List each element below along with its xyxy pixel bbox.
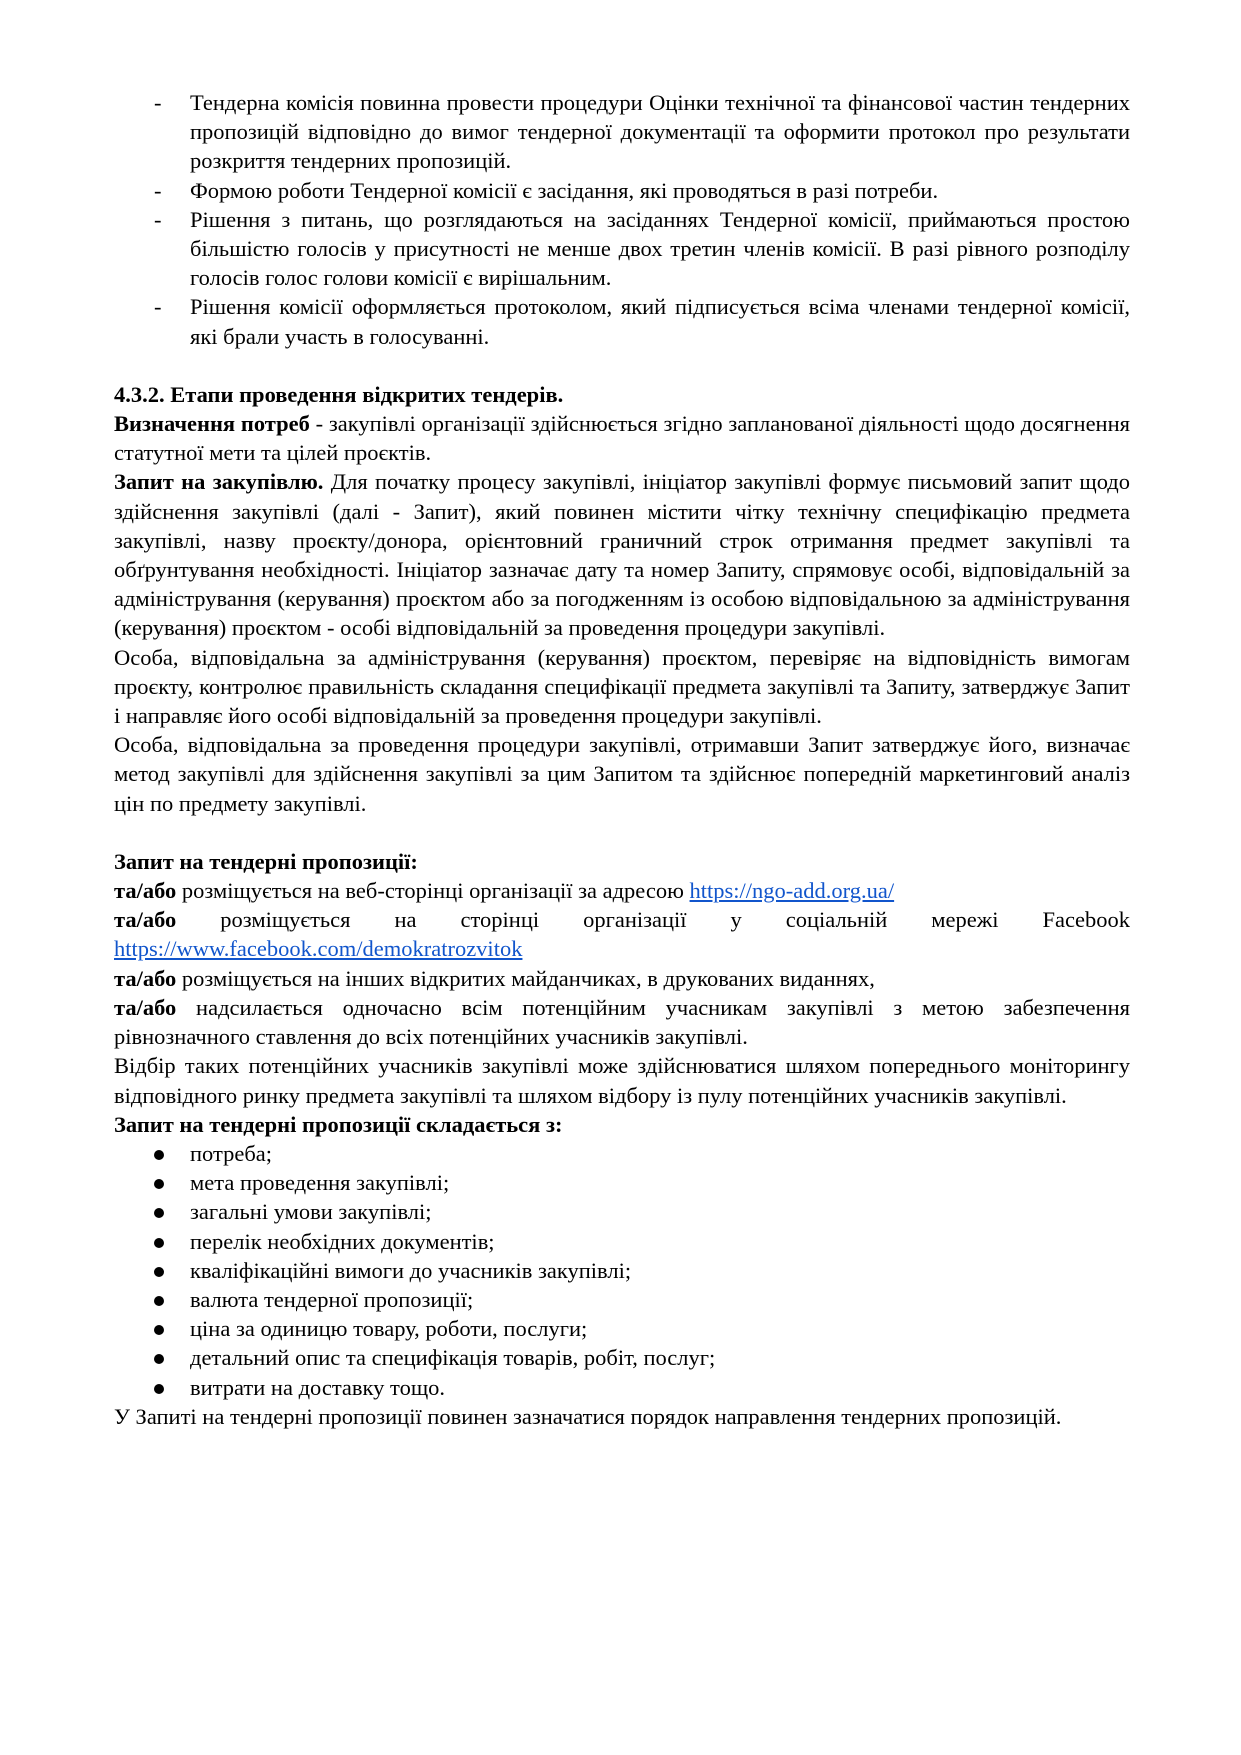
- dash-bullet: -: [154, 177, 162, 203]
- andor-label: та/або: [114, 965, 177, 991]
- bullet-icon: [154, 1267, 164, 1277]
- needs-label: Визначення потреб: [114, 411, 310, 437]
- bullet-icon: [154, 1208, 164, 1218]
- website-link[interactable]: https://ngo-add.org.ua/: [689, 878, 895, 904]
- facebook-first-line: [114, 905, 1130, 934]
- consists-heading: Запит на тендерні пропозиції складається з:: [114, 1111, 563, 1137]
- closing-paragraph: У Запиті на тендерні пропозиції повинен зазначатися порядок направлення тендерних пропозицій.: [114, 1403, 1062, 1429]
- document-page: [114, 88, 1130, 1431]
- list-item-text: ціна за одиницю товару, роботи, послуги;: [190, 1316, 588, 1342]
- bullet-icon: [154, 1150, 164, 1160]
- list-item: [114, 176, 1130, 205]
- list-item: [114, 1139, 1130, 1168]
- list-item: [114, 88, 1130, 176]
- website-text: розміщується на веб-сторінці організації за адресою: [176, 878, 690, 904]
- bullet-icon: [154, 1325, 164, 1335]
- bullet-icon: [154, 1296, 164, 1306]
- list-item: [114, 1256, 1130, 1285]
- andor-label: та/або: [114, 907, 177, 933]
- request-text: Для початку процесу закупівлі, ініціатор закупівлі формує письмовий запит щодо здійснення закупівлі (далі - Запит), який повинен містити чітку технічну специфікацію предмета закупівлі, назву проєкту/донора, орієнтовний граничний строк отримання предмет закупівлі та обґрунтування необхідності. Ініціатор зазначає дату та номер Запиту, спрямовує особі, відповідальній за адміністрування (керування) проєктом або за погодженням із особою відповідальною за адміністрування (керування) проєктом - особі відповідальній за проведення процедури закупівлі.: [114, 469, 1130, 641]
- list-item: [114, 1197, 1130, 1226]
- list-item: [114, 1314, 1130, 1343]
- list-item: [114, 1285, 1130, 1314]
- send-line: [114, 993, 1130, 1051]
- list-item: [114, 1168, 1130, 1197]
- list-item-text: Рішення з питань, що розглядаються на засіданнях Тендерної комісії, приймаються простою більшістю голосів у присутності не менше двох третин членів комісії. В разі рівного розподілу голосів голос голови комісії є вирішальним.: [190, 206, 1130, 291]
- list-item: [114, 205, 1130, 293]
- bullet-icon: [154, 1179, 164, 1189]
- other-platforms-line: [114, 964, 1130, 993]
- bullet-icon: [154, 1354, 164, 1364]
- andor-label: та/або: [114, 994, 177, 1020]
- dash-bullet: -: [154, 206, 162, 232]
- tender-heading: Запит на тендерні пропозиції:: [114, 848, 418, 874]
- commission-rules-list: [114, 88, 1130, 351]
- list-item-text: перелік необхідних документів;: [190, 1228, 495, 1254]
- list-item: [114, 1227, 1130, 1256]
- list-item-text: кваліфікаційні вимоги до учасників закупівлі;: [190, 1257, 632, 1283]
- other-text: розміщується на інших відкритих майданчиках, в друкованих виданнях,: [176, 965, 875, 991]
- facebook-line: [114, 905, 1130, 963]
- procurement-paragraph: Особа, відповідальна за проведення процедури закупівлі, отримавши Запит затверджує його, визначає метод закупівлі для здійснення закупівлі за цим Запитом та здійснює попередній маркетинговий аналіз цін по предмету закупівлі.: [114, 732, 1130, 816]
- list-item-text: Тендерна комісія повинна провести процедури Оцінки технічної та фінансової частин тендерних пропозицій відповідно до вимог тендерної документації та оформити протокол про результати розкриття тендерних пропозицій.: [190, 90, 1130, 174]
- needs-text: - закупівлі організації здійснюється згідно запланованої діяльності щодо досягнення статутної мети та цілей проєктів.: [114, 411, 1130, 466]
- request-label: Запит на закупівлю.: [114, 469, 324, 495]
- needs-paragraph: [114, 409, 1130, 467]
- facebook-link[interactable]: https://www.facebook.com/demokratrozvitok: [114, 936, 523, 962]
- selection-paragraph: Відбір таких потенційних учасників закупівлі може здійснюватися шляхом попереднього моніторингу відповідного ринку предмета закупівлі та шляхом відбору із пулу потенційних учасників закупівлі.: [114, 1053, 1130, 1108]
- list-item-text: потреба;: [190, 1140, 273, 1166]
- admin-paragraph: Особа, відповідальна за адміністрування (керування) проєктом, перевіряє на відповідність вимогам проєкту, контролює правильність складання специфікації предмета закупівлі та Запиту, затверджує Запит і направляє його особі відповідальній за проведення процедури закупівлі.: [114, 644, 1130, 729]
- list-item: [114, 1373, 1130, 1402]
- list-item-text: Формою роботи Тендерної комісії є засідання, які проводяться в разі потреби.: [190, 177, 939, 203]
- list-item: [114, 292, 1130, 350]
- dash-bullet: -: [154, 90, 162, 115]
- bullet-icon: [154, 1384, 164, 1394]
- request-contents-list: [114, 1139, 1130, 1402]
- list-item-text: витрати на доставку тощо.: [190, 1374, 446, 1400]
- list-item-text: загальні умови закупівлі;: [190, 1199, 432, 1225]
- website-line: [114, 876, 1130, 905]
- andor-label: та/або: [114, 878, 177, 904]
- spacer: [114, 351, 1130, 380]
- bullet-icon: [154, 1238, 164, 1248]
- list-item-text: детальний опис та специфікація товарів, робіт, послуг;: [190, 1345, 716, 1371]
- request-paragraph: [114, 467, 1130, 642]
- send-text: надсилається одночасно всім потенційним учасникам закупівлі з метою забезпечення рівнозначного ставлення до всіх потенційних учасників закупівлі.: [114, 994, 1130, 1050]
- facebook-text: розміщується на сторінці організації у соціальній мережі Facebook: [176, 907, 1130, 933]
- list-item-text: мета проведення закупівлі;: [190, 1170, 450, 1196]
- list-item-text: Рішення комісії оформляється протоколом, який підписується всіма членами тендерної комісії, які брали участь в голосуванні.: [190, 294, 1130, 349]
- list-item: [114, 1343, 1130, 1372]
- list-item-text: валюта тендерної пропозиції;: [190, 1286, 474, 1312]
- spacer: [114, 818, 1130, 847]
- section-heading: 4.3.2. Етапи проведення відкритих тендерів.: [114, 381, 564, 407]
- dash-bullet: -: [154, 294, 162, 320]
